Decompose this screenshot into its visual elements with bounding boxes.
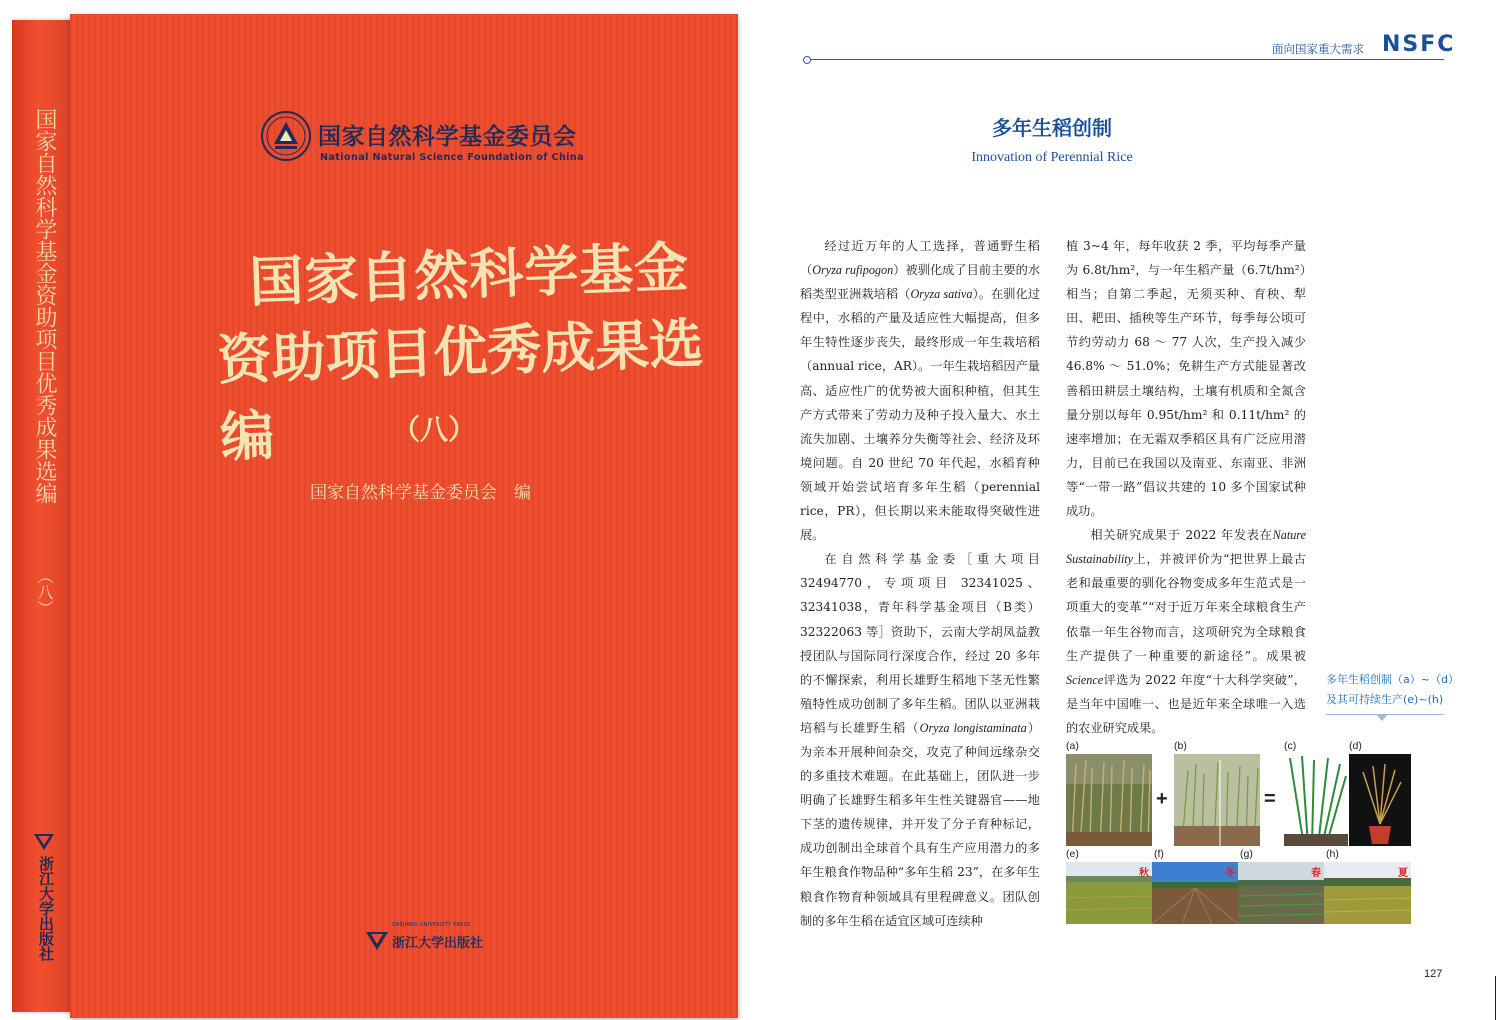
figure-label: (h) [1326, 848, 1339, 860]
paragraph: 植 3~4 年，每年收获 2 季，平均每季产量为 6.8t/hm²，与一年生稻产量（6.7t/hm²）相当；自第二季起，无须买种、育秧、犁田、耙田、插秧等生产环节，每季每公顷可节约劳动力 68 ～ 77 人次，生产投入减少 46.8% ～ 51.0%；免耕生产方式能显著改善稻田耕层土壤结构，土壤有机质和全氮含量分别以每年 0.95t/hm² 和 0.11t/hm² 的速率增加；在无霜双季稻区具有广泛应用潜力，目前已在我国以及南亚、东南亚、非洲等“一带一路”倡议共建的 10 多个国家试种成功。 [1066, 239, 1306, 519]
cover-volume: （八） [392, 413, 477, 446]
header-rule [806, 59, 1444, 60]
photo-f-winter-field [1152, 862, 1238, 924]
caption-pointer-icon [1376, 714, 1388, 721]
magazine-page [760, 0, 1506, 1020]
cover-title-line-1: 国家自然科学基金 [248, 234, 691, 314]
book-front-cover [70, 14, 738, 1018]
figure-label: (d) [1349, 740, 1362, 752]
article-column-left [800, 234, 1040, 933]
spine-volume: （八） [35, 568, 54, 616]
article-title-cn: 多年生稻创制 [992, 116, 1112, 140]
photo-d-potted-rice [1349, 754, 1411, 846]
figure-label: (a) [1066, 740, 1079, 752]
spine-publisher: 浙江大学出版社 [37, 856, 55, 961]
article-column-right [1066, 234, 1306, 740]
publisher-logo-icon [366, 930, 388, 952]
photo-h-summer-field [1324, 862, 1411, 924]
section-brand: NSFC [1382, 32, 1456, 57]
photo-g-spring-field [1238, 862, 1324, 924]
book-cover-photo [12, 14, 738, 1018]
figure-label: (e) [1066, 848, 1079, 860]
figure-label: (b) [1174, 740, 1187, 752]
spine-title: 国家自然科学基金资助项目优秀成果选编 [32, 108, 57, 504]
figure-label: (f) [1154, 848, 1164, 860]
page-edge [1495, 976, 1496, 1020]
paragraph: 相关研究成果于 2022 年发表在Nature Sustainability上，并被评价为“把世界上最古老和最重要的驯化谷物变成多年生范式是一项重大的变革”“对于近万年来全球粮食生产依靠一年生谷物而言，这项研究为全球粮食生产提供了一种重要的新途径”。成果被Science评选为 2022 年度“十大科学突破”，是当年中国唯一、也是近年来全球唯一入选的农业研究成果。 [1066, 528, 1306, 735]
org-name-cn: 国家自然科学基金委员会 [318, 124, 577, 150]
season-label: 夏 [1398, 868, 1408, 879]
page-number: 127 [1424, 968, 1443, 980]
photo-e-autumn-field [1066, 862, 1152, 924]
book-spine [12, 20, 70, 1012]
publisher-name-en: ZHEJIANG UNIVERSITY PRESS [392, 922, 471, 928]
paragraph: 在自然科学基金委［重大项目 32494770，专项项目 32341025、32341038，青年科学基金项目（B类）32322063 等］资助下，云南大学胡凤益教授团队与国际同行深度合作，经过 20 多年的不懈探索，利用长雄野生稻地下茎无性繁殖特性成功创制了多年生稻。团队以亚洲栽培稻与长雄野生稻（Oryza longistaminata）为亲本开展种间杂交，攻克了种间远缘杂交的多重技术难题。在此基础上，团队进一步明确了长雄野生稻多年生性关键器官——地下茎的遗传规律，并开发了分子育种标记，成功创制出全球首个具有生产应用潜力的多年生粮食作物品种“多年生稻 23”，在多年生粮食作物育种领域具有里程碑意义。团队创制的多年生稻在适宜区域可连续种 [800, 552, 1041, 928]
season-label: 春 [1311, 868, 1321, 879]
photo-b-cultivated-rice [1174, 754, 1260, 846]
org-name-en: National Natural Science Foundation of China [320, 152, 584, 163]
publisher-logo-icon [34, 832, 54, 852]
cover-editor: 国家自然科学基金委员会 编 [310, 483, 531, 503]
figure-label: (g) [1240, 848, 1253, 860]
publisher-name: 浙江大学出版社 [392, 936, 484, 951]
article-title-en: Innovation of Perennial Rice [971, 150, 1133, 165]
season-label: 秋 [1139, 868, 1149, 879]
season-label: 冬 [1225, 868, 1235, 879]
section-header: 面向国家重大需求 [1272, 42, 1364, 56]
equals-sign: = [1264, 788, 1276, 810]
figure-caption: 多年生稻创制（a）~（d） 及其可持续生产(e)~(h) [1326, 673, 1459, 706]
figure-label: (c) [1284, 740, 1297, 752]
paragraph: 经过近万年的人工选择，普通野生稻（Oryza rufipogon）被驯化成了目前主要的水稻类型亚洲栽培稻（Oryza sativa）。在驯化过程中，水稻的产量及适应性大幅提高，但多年生特性逐步丧失，最终形成一年生栽培稻（annual rice，AR）。一年生栽培稻因产量高、适应性广的优势被大面积种植，但其生产方式带来了劳动力及种子投入量大、水土流失加剧、土壤养分失衡等社会、经济及环境问题。自 20 世纪 70 年代起，水稻育种领域开始尝试培育多年生稻（perennial rice，PR），但长期以来未能取得突破性进展。 [800, 239, 1041, 543]
header-dot [803, 56, 811, 64]
photo-c-perennial-rice-plant [1284, 754, 1348, 846]
photo-a-wild-rice [1066, 754, 1152, 846]
nsfc-emblem-icon [260, 110, 312, 162]
cover-title-line-2: 资助项目优秀成果选编 [216, 311, 705, 469]
plus-sign: + [1156, 788, 1168, 810]
